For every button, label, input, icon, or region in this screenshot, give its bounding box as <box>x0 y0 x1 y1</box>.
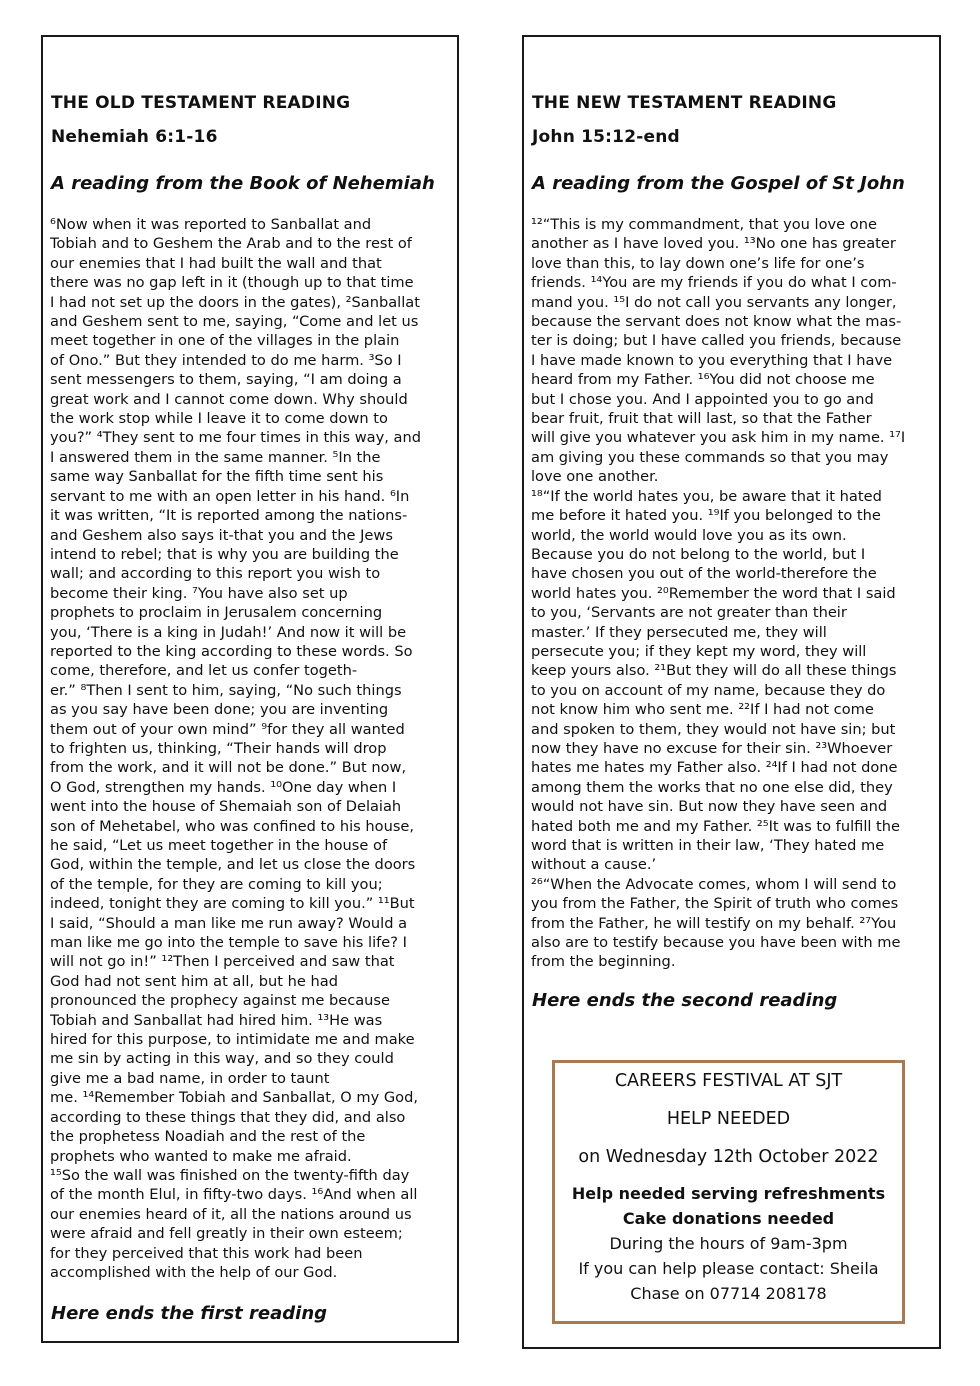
old-testament-line: pronounced the prophecy against me because <box>50 992 390 1010</box>
new-testament-line: word that is written in their law, ‘They hated me <box>531 837 885 854</box>
notice-refreshments: Help needed serving refreshments <box>571 1184 886 1203</box>
old-testament-line: to frighten us, thinking, “Their hands will drop <box>50 739 387 757</box>
new-testament-line: keep yours also. ²¹But they will do all these things <box>531 662 897 680</box>
old-testament-ending: Here ends the first reading <box>51 1303 328 1324</box>
old-testament-heading: THE OLD TESTAMENT READING <box>51 93 351 113</box>
old-testament-line: them out of your own mind” ⁹for they all wanted <box>50 720 405 738</box>
new-testament-line: world, the world would love you as its own. <box>531 526 847 544</box>
old-testament-line: servant to me with an open letter in his hand. ⁶In <box>50 487 410 505</box>
notice-date: on Wednesday 12th October 2022 <box>578 1147 879 1167</box>
new-testament-intro: A reading from the Gospel of St John <box>532 173 905 194</box>
old-testament-line: reported to the king according to these words. So <box>50 642 413 660</box>
old-testament-line: of the month Elul, in fifty-two days. ¹⁶And when all <box>50 1186 418 1204</box>
old-testament-line: give me a bad name, in order to taunt <box>50 1069 330 1087</box>
old-testament-line: hired for this purpose, to intimidate me and make <box>50 1031 415 1049</box>
new-testament-line: from the Father, he will testify on my behalf. ²⁷You <box>531 914 897 932</box>
old-testament-line: wall; and according to this report you wish to <box>50 565 381 583</box>
old-testament-line: prophets who wanted to make me afraid. <box>50 1147 352 1165</box>
old-testament-line: meet together in one of the villages in the plain <box>50 332 400 350</box>
old-testament-line: God, within the temple, and let us close the doors <box>50 856 416 874</box>
old-testament-line: same way Sanballat for the fifth time sent his <box>50 468 384 486</box>
new-testament-line: now they have no excuse for their sin. ²³Whoever <box>531 739 893 757</box>
old-testament-line: sent messengers to them, saying, “I am doing a <box>50 371 402 389</box>
old-testament-line: of Ono.” But they intended to do me harm. ³So I <box>50 351 402 369</box>
new-testament-line: ¹²“This is my commandment, that you love one <box>531 216 877 233</box>
old-testament-line: from the work, and it will not be done.” But now, <box>50 759 407 777</box>
notice-hours: During the hours of 9am-3pm <box>609 1234 848 1253</box>
new-testament-line: world hates you. ²⁰Remember the word that I said <box>531 584 896 602</box>
new-testament-line: mand you. ¹⁵I do not call you servants any longer, <box>531 293 897 311</box>
new-testament-line: and spoken to them, they would not have sin; but <box>531 720 896 738</box>
notice-contact-2: Chase on 07714 208178 <box>630 1284 827 1303</box>
new-testament-line: hated both me and my Father. ²⁵It was to fulfill the <box>531 817 901 835</box>
new-testament-reference: John 15:12-end <box>532 127 680 147</box>
new-testament-line: love one another. <box>531 468 659 486</box>
new-testament-line: to you, ‘Servants are not greater than their <box>531 604 847 622</box>
new-testament-line: friends. ¹⁴You are my friends if you do what I com- <box>531 274 897 292</box>
old-testament-line: man like me go into the temple to save his life? I <box>50 934 407 952</box>
new-testament-line: heard from my Father. ¹⁶You did not choose me <box>531 371 875 389</box>
old-testament-line: there was no gap left in it (though up to that time <box>50 274 414 292</box>
old-testament-line: ⁶Now when it was reported to Sanballat and <box>50 216 372 233</box>
new-testament-line: have chosen you out of the world-therefore the <box>531 565 877 583</box>
old-testament-line: for they perceived that this work had been <box>50 1244 363 1262</box>
old-testament-line: become their king. ⁷You have also set up <box>50 584 348 602</box>
old-testament-line: I said, “Should a man like me run away? Would a <box>50 914 408 932</box>
old-testament-line: the work stop while I leave it to come down to <box>50 410 388 428</box>
old-testament-line: ¹⁵So the wall was finished on the twenty-fifth day <box>50 1166 410 1184</box>
new-testament-line: hates me hates my Father also. ²⁴If I had not done <box>531 759 898 777</box>
old-testament-line: according to these things that they did, and also <box>50 1108 406 1126</box>
old-testament-line: of the temple, for they are coming to kill you; <box>50 875 383 893</box>
new-testament-line: will give you whatever you ask him in my name. ¹⁷I <box>531 429 906 447</box>
new-testament-line: to you on account of my name, because they do <box>531 681 886 699</box>
notice-contact-1: If you can help please contact: Sheila <box>578 1259 879 1278</box>
old-testament-line: I answered them in the same manner. ⁵In the <box>50 448 381 466</box>
old-testament-line: me. ¹⁴Remember Tobiah and Sanballat, O my God, <box>50 1089 419 1107</box>
old-testament-line: Tobiah and to Geshem the Arab and to the rest of <box>50 235 412 253</box>
new-testament-line: me before it hated you. ¹⁹If you belonged to the <box>531 507 881 525</box>
old-testament-reference: Nehemiah 6:1-16 <box>51 127 218 147</box>
old-testament-line: great work and I cannot come down. Why should <box>50 390 408 408</box>
old-testament-line: our enemies heard of it, all the nations around us <box>50 1205 412 1223</box>
old-testament-line: O God, strengthen my hands. ¹⁰One day when I <box>50 778 397 796</box>
old-testament-line: I had not set up the doors in the gates), ²Sanballat <box>50 293 420 311</box>
old-testament-line: it was written, “It is reported among the nations- <box>50 507 408 525</box>
old-testament-line: and Geshem sent to me, saying, “Come and let us <box>50 313 419 331</box>
new-testament-line: among them the works that no one else did, they <box>531 778 893 796</box>
old-testament-line: will not go in!” ¹²Then I perceived and saw that <box>50 953 395 971</box>
new-testament-line: I have made known to you everything that I have <box>531 351 893 369</box>
old-testament-line: indeed, tonight they are coming to kill you.” ¹¹But <box>50 895 415 913</box>
old-testament-line: son of Mehetabel, who was confined to his house, <box>50 817 415 835</box>
old-testament-line: and Geshem also says it-that you and the Jews <box>50 526 393 544</box>
notice-title: CAREERS FESTIVAL AT SJT <box>614 1071 843 1091</box>
new-testament-line: bear fruit, fruit that will last, so that the Father <box>531 410 872 428</box>
new-testament-line: master.’ If they persecuted me, they will <box>531 623 827 641</box>
new-testament-line: another as I have loved you. ¹³No one has greater <box>531 235 896 253</box>
old-testament-intro: A reading from the Book of Nehemiah <box>51 173 435 194</box>
new-testament-line: love than this, to lay down one’s life for one’s <box>531 254 865 272</box>
careers-festival-notice <box>552 1060 905 1324</box>
old-testament-line: come, therefore, and let us confer togeth- <box>50 662 358 680</box>
old-testament-line: he said, “Let us meet together in the house of <box>50 837 388 854</box>
old-testament-line: God had not sent him at all, but he had <box>50 972 338 990</box>
new-testament-heading: THE NEW TESTAMENT READING <box>532 93 837 113</box>
new-testament-line: ²⁶“When the Advocate comes, whom I will send to <box>531 875 897 893</box>
notice-subtitle: HELP NEEDED <box>666 1109 791 1129</box>
new-testament-line: you from the Father, the Spirit of truth who comes <box>531 895 899 913</box>
new-testament-ending: Here ends the second reading <box>532 990 838 1011</box>
notice-cake: Cake donations needed <box>622 1209 835 1228</box>
old-testament-panel <box>41 35 459 1343</box>
new-testament-line: because the servant does not know what the mas- <box>531 313 902 331</box>
new-testament-text <box>531 215 935 972</box>
new-testament-line: also are to testify because you have been with me <box>531 934 901 952</box>
old-testament-line: our enemies that I had built the wall and that <box>50 254 382 272</box>
new-testament-line: without a cause.’ <box>531 856 657 874</box>
old-testament-line: Tobiah and Sanballat had hired him. ¹³He was <box>50 1011 383 1029</box>
new-testament-line: would not have sin. But now they have seen and <box>531 798 888 816</box>
old-testament-line: me sin by acting in this way, and so they could <box>50 1050 394 1068</box>
new-testament-line: Because you do not belong to the world, but I <box>531 545 866 563</box>
old-testament-line: as you say have been done; you are inventing <box>50 701 389 719</box>
old-testament-line: you?” ⁴They sent to me four times in this way, and <box>50 429 421 447</box>
new-testament-line: but I chose you. And I appointed you to go and <box>531 390 874 408</box>
new-testament-line: am giving you these commands so that you may <box>531 448 889 466</box>
old-testament-line: you, ‘There is a king in Judah!’ And now it will be <box>50 623 407 641</box>
old-testament-line: were afraid and fell greatly in their own esteem; <box>50 1225 403 1243</box>
old-testament-line: went into the house of Shemaiah son of Delaiah <box>50 798 402 816</box>
new-testament-line: ¹⁸“If the world hates you, be aware that it hated <box>531 487 882 505</box>
new-testament-line: persecute you; if they kept my word, they will <box>531 642 867 660</box>
old-testament-line: prophets to proclaim in Jerusalem concerning <box>50 604 383 622</box>
old-testament-line: accomplished with the help of our God. <box>50 1263 338 1281</box>
old-testament-line: the prophetess Noadiah and the rest of the <box>50 1128 366 1146</box>
new-testament-line: not know him who sent me. ²²If I had not come <box>531 701 874 719</box>
old-testament-line: intend to rebel; that is why you are building the <box>50 545 399 563</box>
new-testament-line: from the beginning. <box>531 953 676 971</box>
old-testament-line: er.” ⁸Then I sent to him, saying, “No such things <box>50 681 402 699</box>
new-testament-line: ter is doing; but I have called you friends, because <box>531 332 902 350</box>
old-testament-text <box>50 215 454 1282</box>
